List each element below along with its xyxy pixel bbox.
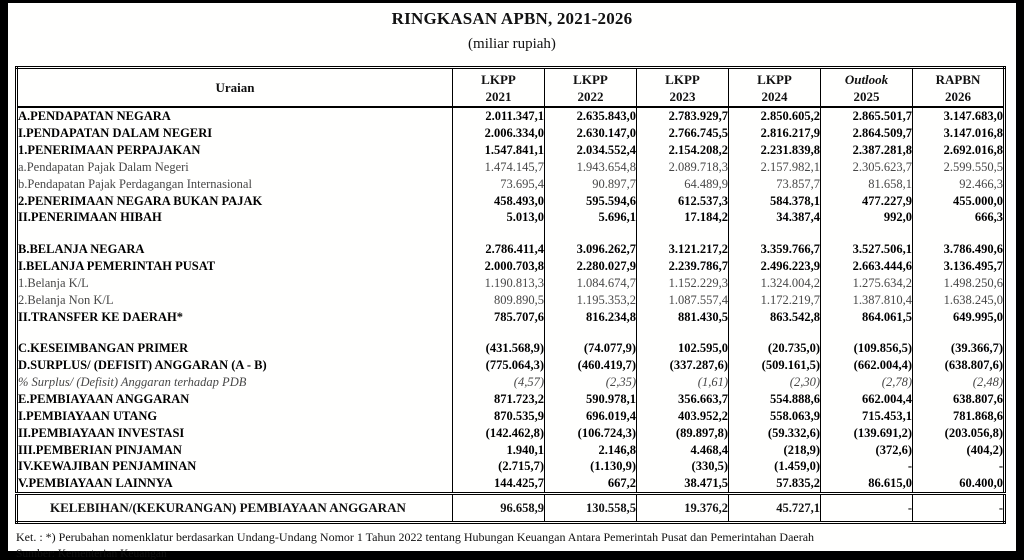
cell-value: 2.231.839,8 xyxy=(729,142,821,159)
cell-value: 64.489,9 xyxy=(637,176,729,193)
cell-value: 5.013,0 xyxy=(453,209,545,226)
cell-value: 1.195.353,2 xyxy=(545,292,637,309)
row-label xyxy=(17,374,453,391)
table-body xyxy=(17,107,1005,494)
cell-value: 3.121.217,2 xyxy=(637,241,729,258)
row-prefix: V. xyxy=(18,476,29,491)
row-label-text: Pendapatan Pajak Dalam Negeri xyxy=(26,159,189,174)
cell-value: - xyxy=(821,458,913,475)
apbn-summary-table xyxy=(15,66,1006,524)
cell-value xyxy=(637,226,729,241)
cell-value: 863.542,8 xyxy=(729,309,821,326)
table-row xyxy=(17,107,1005,125)
total-value-2023: 19.376,2 xyxy=(637,494,729,523)
table-row xyxy=(17,159,1005,176)
table-row xyxy=(17,475,1005,493)
cell-value: 86.615,0 xyxy=(821,475,913,493)
table-header-row xyxy=(17,68,1005,108)
row-prefix: I. xyxy=(18,125,26,140)
cell-value: (20.735,0) xyxy=(729,340,821,357)
cell-value: 992,0 xyxy=(821,209,913,226)
row-label xyxy=(17,408,453,425)
row-label-text: PEMBIAYAAN LAINNYA xyxy=(28,476,173,491)
cell-value: 2.766.745,5 xyxy=(637,125,729,142)
cell-value: 455.000,0 xyxy=(913,193,1005,210)
cell-value: 1.152.229,3 xyxy=(637,275,729,292)
row-prefix: III. xyxy=(18,442,36,457)
cell-value: 60.400,0 xyxy=(913,475,1005,493)
row-label-text: PEMBIAYAAN UTANG xyxy=(26,408,158,423)
table-row xyxy=(17,391,1005,408)
cell-value: 595.594,6 xyxy=(545,193,637,210)
total-value-2021: 96.658,9 xyxy=(453,494,545,523)
cell-value xyxy=(821,226,913,241)
document-page xyxy=(8,3,1016,560)
cell-value: 696.019,4 xyxy=(545,408,637,425)
cell-value: (109.856,5) xyxy=(821,340,913,357)
cell-value: 57.835,2 xyxy=(729,475,821,493)
cell-value: (106.724,3) xyxy=(545,425,637,442)
row-label-text: BELANJA NEGARA xyxy=(29,241,145,256)
table-row xyxy=(17,193,1005,210)
table-row xyxy=(17,458,1005,475)
cell-value: 612.537,3 xyxy=(637,193,729,210)
cell-value: 1.084.674,7 xyxy=(545,275,637,292)
row-label-text: SURPLUS/ (DEFISIT) ANGGARAN (A - B) xyxy=(30,357,267,372)
row-prefix: A. xyxy=(18,109,31,123)
cell-value: (2,30) xyxy=(729,374,821,391)
row-label xyxy=(17,107,453,125)
table-row xyxy=(17,340,1005,357)
cell-value: 2.783.929,7 xyxy=(637,107,729,125)
cell-value: 2.630.147,0 xyxy=(545,125,637,142)
cell-value: 1.387.810,4 xyxy=(821,292,913,309)
total-value-2026: - xyxy=(913,494,1005,523)
cell-value: 4.468,4 xyxy=(637,442,729,459)
total-row xyxy=(17,494,1005,523)
cell-value: 2.239.786,7 xyxy=(637,258,729,275)
cell-value: 2.786.411,4 xyxy=(453,241,545,258)
row-prefix: C. xyxy=(18,341,31,356)
row-label xyxy=(17,142,453,159)
row-label-text: KESEIMBANGAN PRIMER xyxy=(30,341,189,356)
cell-value: 3.147.016,8 xyxy=(913,125,1005,142)
spacer-row xyxy=(17,325,1005,340)
cell-value: 1.172.219,7 xyxy=(729,292,821,309)
cell-value: 2.089.718,3 xyxy=(637,159,729,176)
page-title: RINGKASAN APBN, 2021-2026 xyxy=(391,9,633,28)
table-row xyxy=(17,408,1005,425)
cell-value: 584.378,1 xyxy=(729,193,821,210)
table-row xyxy=(17,309,1005,326)
row-label xyxy=(17,475,453,493)
row-label xyxy=(17,275,453,292)
row-prefix: 1. xyxy=(18,142,28,157)
cell-value: 2.850.605,2 xyxy=(729,107,821,125)
cell-value: 667,2 xyxy=(545,475,637,493)
cell-value: 2.154.208,2 xyxy=(637,142,729,159)
row-label xyxy=(17,226,453,241)
cell-value: (1.459,0) xyxy=(729,458,821,475)
cell-value: 1.324.004,2 xyxy=(729,275,821,292)
cell-value: 144.425,7 xyxy=(453,475,545,493)
cell-value: (638.807,6) xyxy=(913,357,1005,374)
cell-value: 102.595,0 xyxy=(637,340,729,357)
cell-value: 3.786.490,6 xyxy=(913,241,1005,258)
cell-value: (89.897,8) xyxy=(637,425,729,442)
row-label xyxy=(17,209,453,226)
cell-value xyxy=(637,325,729,340)
cell-value: (1.130,9) xyxy=(545,458,637,475)
row-label xyxy=(17,325,453,340)
cell-value: (1,61) xyxy=(637,374,729,391)
column-header-outlook-2025: Outlook 2025 xyxy=(821,68,913,108)
cell-value: 90.897,7 xyxy=(545,176,637,193)
cell-value: 2.816.217,9 xyxy=(729,125,821,142)
cell-value: (404,2) xyxy=(913,442,1005,459)
row-label-text: PENDAPATAN DALAM NEGERI xyxy=(26,125,213,140)
cell-value: 1.474.145,7 xyxy=(453,159,545,176)
cell-value: 2.034.552,4 xyxy=(545,142,637,159)
table-row xyxy=(17,425,1005,442)
table-row xyxy=(17,176,1005,193)
total-value-2022: 130.558,5 xyxy=(545,494,637,523)
cell-value: 2.280.027,9 xyxy=(545,258,637,275)
cell-value xyxy=(545,226,637,241)
table-row xyxy=(17,292,1005,309)
cell-value: 2.006.334,0 xyxy=(453,125,545,142)
cell-value: 458.493,0 xyxy=(453,193,545,210)
row-label xyxy=(17,309,453,326)
cell-value: (460.419,7) xyxy=(545,357,637,374)
row-label xyxy=(17,340,453,357)
row-label-text: PEMBIAYAAN ANGGARAN xyxy=(29,391,190,406)
row-label xyxy=(17,391,453,408)
cell-value: 2.011.347,1 xyxy=(453,107,545,125)
table-row xyxy=(17,357,1005,374)
cell-value: 81.658,1 xyxy=(821,176,913,193)
row-label xyxy=(17,458,453,475)
row-label xyxy=(17,442,453,459)
total-value-2025: - xyxy=(821,494,913,523)
cell-value: 785.707,6 xyxy=(453,309,545,326)
cell-value: (2,48) xyxy=(913,374,1005,391)
row-prefix: II. xyxy=(18,210,31,225)
table-row xyxy=(17,442,1005,459)
cell-value: 2.496.223,9 xyxy=(729,258,821,275)
row-label-text: PENERIMAAN HIBAH xyxy=(30,210,162,225)
row-label xyxy=(17,125,453,142)
row-label xyxy=(17,258,453,275)
row-prefix: D. xyxy=(18,357,31,372)
table-row xyxy=(17,374,1005,391)
row-label-text: Belanja Non K/L xyxy=(27,292,114,307)
cell-value: 1.940,1 xyxy=(453,442,545,459)
cell-value: 2.864.509,7 xyxy=(821,125,913,142)
page-subtitle: (miliar rupiah) xyxy=(468,36,556,52)
row-prefix: II. xyxy=(18,309,31,324)
row-prefix: I. xyxy=(18,408,26,423)
column-header-rapbn-2026: RAPBN 2026 xyxy=(913,68,1005,108)
cell-value: (142.462,8) xyxy=(453,425,545,442)
row-prefix: II. xyxy=(18,425,31,440)
column-header-lkpp-2021: LKPP 2021 xyxy=(453,68,545,108)
table-row xyxy=(17,241,1005,258)
cell-value xyxy=(729,325,821,340)
cell-value: 1.638.245,0 xyxy=(913,292,1005,309)
cell-value: 2.305.623,7 xyxy=(821,159,913,176)
row-prefix: E. xyxy=(18,391,30,406)
cell-value: 1.547.841,1 xyxy=(453,142,545,159)
cell-value xyxy=(913,226,1005,241)
cell-value: 73.695,4 xyxy=(453,176,545,193)
row-label xyxy=(17,425,453,442)
cell-value: 662.004,4 xyxy=(821,391,913,408)
cell-value: 1.087.557,4 xyxy=(637,292,729,309)
row-label-text: PEMBIAYAAN INVESTASI xyxy=(30,425,185,440)
column-header-lkpp-2023: LKPP 2023 xyxy=(637,68,729,108)
cell-value: (330,5) xyxy=(637,458,729,475)
cell-value: (337.287,6) xyxy=(637,357,729,374)
row-prefix: b. xyxy=(18,176,28,191)
cell-value: (218,9) xyxy=(729,442,821,459)
row-prefix: 2. xyxy=(18,292,28,307)
cell-value: 38.471,5 xyxy=(637,475,729,493)
cell-value xyxy=(545,325,637,340)
cell-value: (509.161,5) xyxy=(729,357,821,374)
row-label-text: PENERIMAAN NEGARA BUKAN PAJAK xyxy=(27,193,263,208)
cell-value: 2.692.016,8 xyxy=(913,142,1005,159)
table-row xyxy=(17,125,1005,142)
cell-value: 34.387,4 xyxy=(729,209,821,226)
cell-value: (775.064,3) xyxy=(453,357,545,374)
cell-value: (2,78) xyxy=(821,374,913,391)
row-label-text: PEMBERIAN PINJAMAN xyxy=(35,442,182,457)
cell-value: 558.063,9 xyxy=(729,408,821,425)
cell-value: 3.136.495,7 xyxy=(913,258,1005,275)
cell-value: 3.147.683,0 xyxy=(913,107,1005,125)
cell-value: 666,3 xyxy=(913,209,1005,226)
cell-value: 881.430,5 xyxy=(637,309,729,326)
cell-value xyxy=(913,325,1005,340)
cell-value: - xyxy=(913,458,1005,475)
row-prefix: a. xyxy=(18,159,27,174)
cell-value: 17.184,2 xyxy=(637,209,729,226)
cell-value: 554.888,6 xyxy=(729,391,821,408)
cell-value: 2.387.281,8 xyxy=(821,142,913,159)
cell-value: (4,57) xyxy=(453,374,545,391)
column-header-lkpp-2022: LKPP 2022 xyxy=(545,68,637,108)
cell-value xyxy=(453,325,545,340)
cell-value: 3.359.766,7 xyxy=(729,241,821,258)
cell-value: 5.696,1 xyxy=(545,209,637,226)
row-prefix: 2. xyxy=(18,193,28,208)
cell-value: (2.715,7) xyxy=(453,458,545,475)
cell-value: 3.096.262,7 xyxy=(545,241,637,258)
cell-value: (59.332,6) xyxy=(729,425,821,442)
row-label xyxy=(17,193,453,210)
cell-value: 870.535,9 xyxy=(453,408,545,425)
row-label-text: Belanja K/L xyxy=(27,275,89,290)
cell-value xyxy=(729,226,821,241)
cell-value: 92.466,3 xyxy=(913,176,1005,193)
cell-value: (372,6) xyxy=(821,442,913,459)
cell-value: 356.663,7 xyxy=(637,391,729,408)
cell-value: 715.453,1 xyxy=(821,408,913,425)
spacer-row xyxy=(17,226,1005,241)
row-label-text: TRANSFER KE DAERAH* xyxy=(30,309,183,324)
row-prefix: B. xyxy=(18,241,30,256)
cell-value: (203.056,8) xyxy=(913,425,1005,442)
table-row xyxy=(17,142,1005,159)
cell-value: 590.978,1 xyxy=(545,391,637,408)
row-prefix: IV. xyxy=(18,459,34,474)
row-prefix: I. xyxy=(18,258,26,273)
cell-value: (2,35) xyxy=(545,374,637,391)
cell-value: 649.995,0 xyxy=(913,309,1005,326)
cell-value: 73.857,7 xyxy=(729,176,821,193)
cell-value: 864.061,5 xyxy=(821,309,913,326)
cell-value: 1.275.634,2 xyxy=(821,275,913,292)
cell-value: 809.890,5 xyxy=(453,292,545,309)
row-label-text: PENERIMAAN PERPAJAKAN xyxy=(27,142,201,157)
row-label xyxy=(17,357,453,374)
cell-value: 781.868,6 xyxy=(913,408,1005,425)
cell-value: 2.000.703,8 xyxy=(453,258,545,275)
cell-value: (431.568,9) xyxy=(453,340,545,357)
source-note: Sumber: Kementerian Keuangan xyxy=(16,548,167,560)
cell-value: 2.663.444,6 xyxy=(821,258,913,275)
total-value-2024: 45.727,1 xyxy=(729,494,821,523)
cell-value xyxy=(821,325,913,340)
column-header-lkpp-2024: LKPP 2024 xyxy=(729,68,821,108)
row-label xyxy=(17,241,453,258)
column-header-uraian: Uraian xyxy=(17,68,453,108)
row-prefix: 1. xyxy=(18,275,28,290)
cell-value: 2.599.550,5 xyxy=(913,159,1005,176)
cell-value: (139.691,2) xyxy=(821,425,913,442)
row-label-text: Pendapatan Pajak Perdagangan Internasional xyxy=(27,176,252,191)
cell-value: 1.943.654,8 xyxy=(545,159,637,176)
cell-value: 477.227,9 xyxy=(821,193,913,210)
cell-value: 638.807,6 xyxy=(913,391,1005,408)
row-label-text: PENDAPATAN NEGARA xyxy=(30,109,171,123)
row-label xyxy=(17,159,453,176)
row-label xyxy=(17,292,453,309)
cell-value: 816.234,8 xyxy=(545,309,637,326)
row-label-text: BELANJA PEMERINTAH PUSAT xyxy=(26,258,216,273)
cell-value: 2.635.843,0 xyxy=(545,107,637,125)
cell-value: 3.527.506,1 xyxy=(821,241,913,258)
row-label-text: % Surplus/ (Defisit) Anggaran terhadap PDB xyxy=(18,374,247,389)
cell-value: (662.004,4) xyxy=(821,357,913,374)
table-row xyxy=(17,209,1005,226)
total-row-label: KELEBIHAN/(KEKURANGAN) PEMBIAYAAN ANGGARAN xyxy=(17,494,453,523)
cell-value: (74.077,9) xyxy=(545,340,637,357)
cell-value: 2.865.501,7 xyxy=(821,107,913,125)
row-label-text: KEWAJIBAN PENJAMINAN xyxy=(33,459,197,474)
cell-value: 1.498.250,6 xyxy=(913,275,1005,292)
cell-value: 403.952,2 xyxy=(637,408,729,425)
cell-value: (39.366,7) xyxy=(913,340,1005,357)
table-row xyxy=(17,258,1005,275)
cell-value: 871.723,2 xyxy=(453,391,545,408)
cell-value xyxy=(453,226,545,241)
footnote: Ket. : *) Perubahan nomenklatur berdasarkan Undang-Undang Nomor 1 Tahun 2022 tentang Hubungan Keuangan Antara Pemerintah Pusat dan Pemerintahan Daerah xyxy=(16,530,815,545)
table-row xyxy=(17,275,1005,292)
cell-value: 2.146,8 xyxy=(545,442,637,459)
cell-value: 1.190.813,3 xyxy=(453,275,545,292)
row-label xyxy=(17,176,453,193)
cell-value: 2.157.982,1 xyxy=(729,159,821,176)
